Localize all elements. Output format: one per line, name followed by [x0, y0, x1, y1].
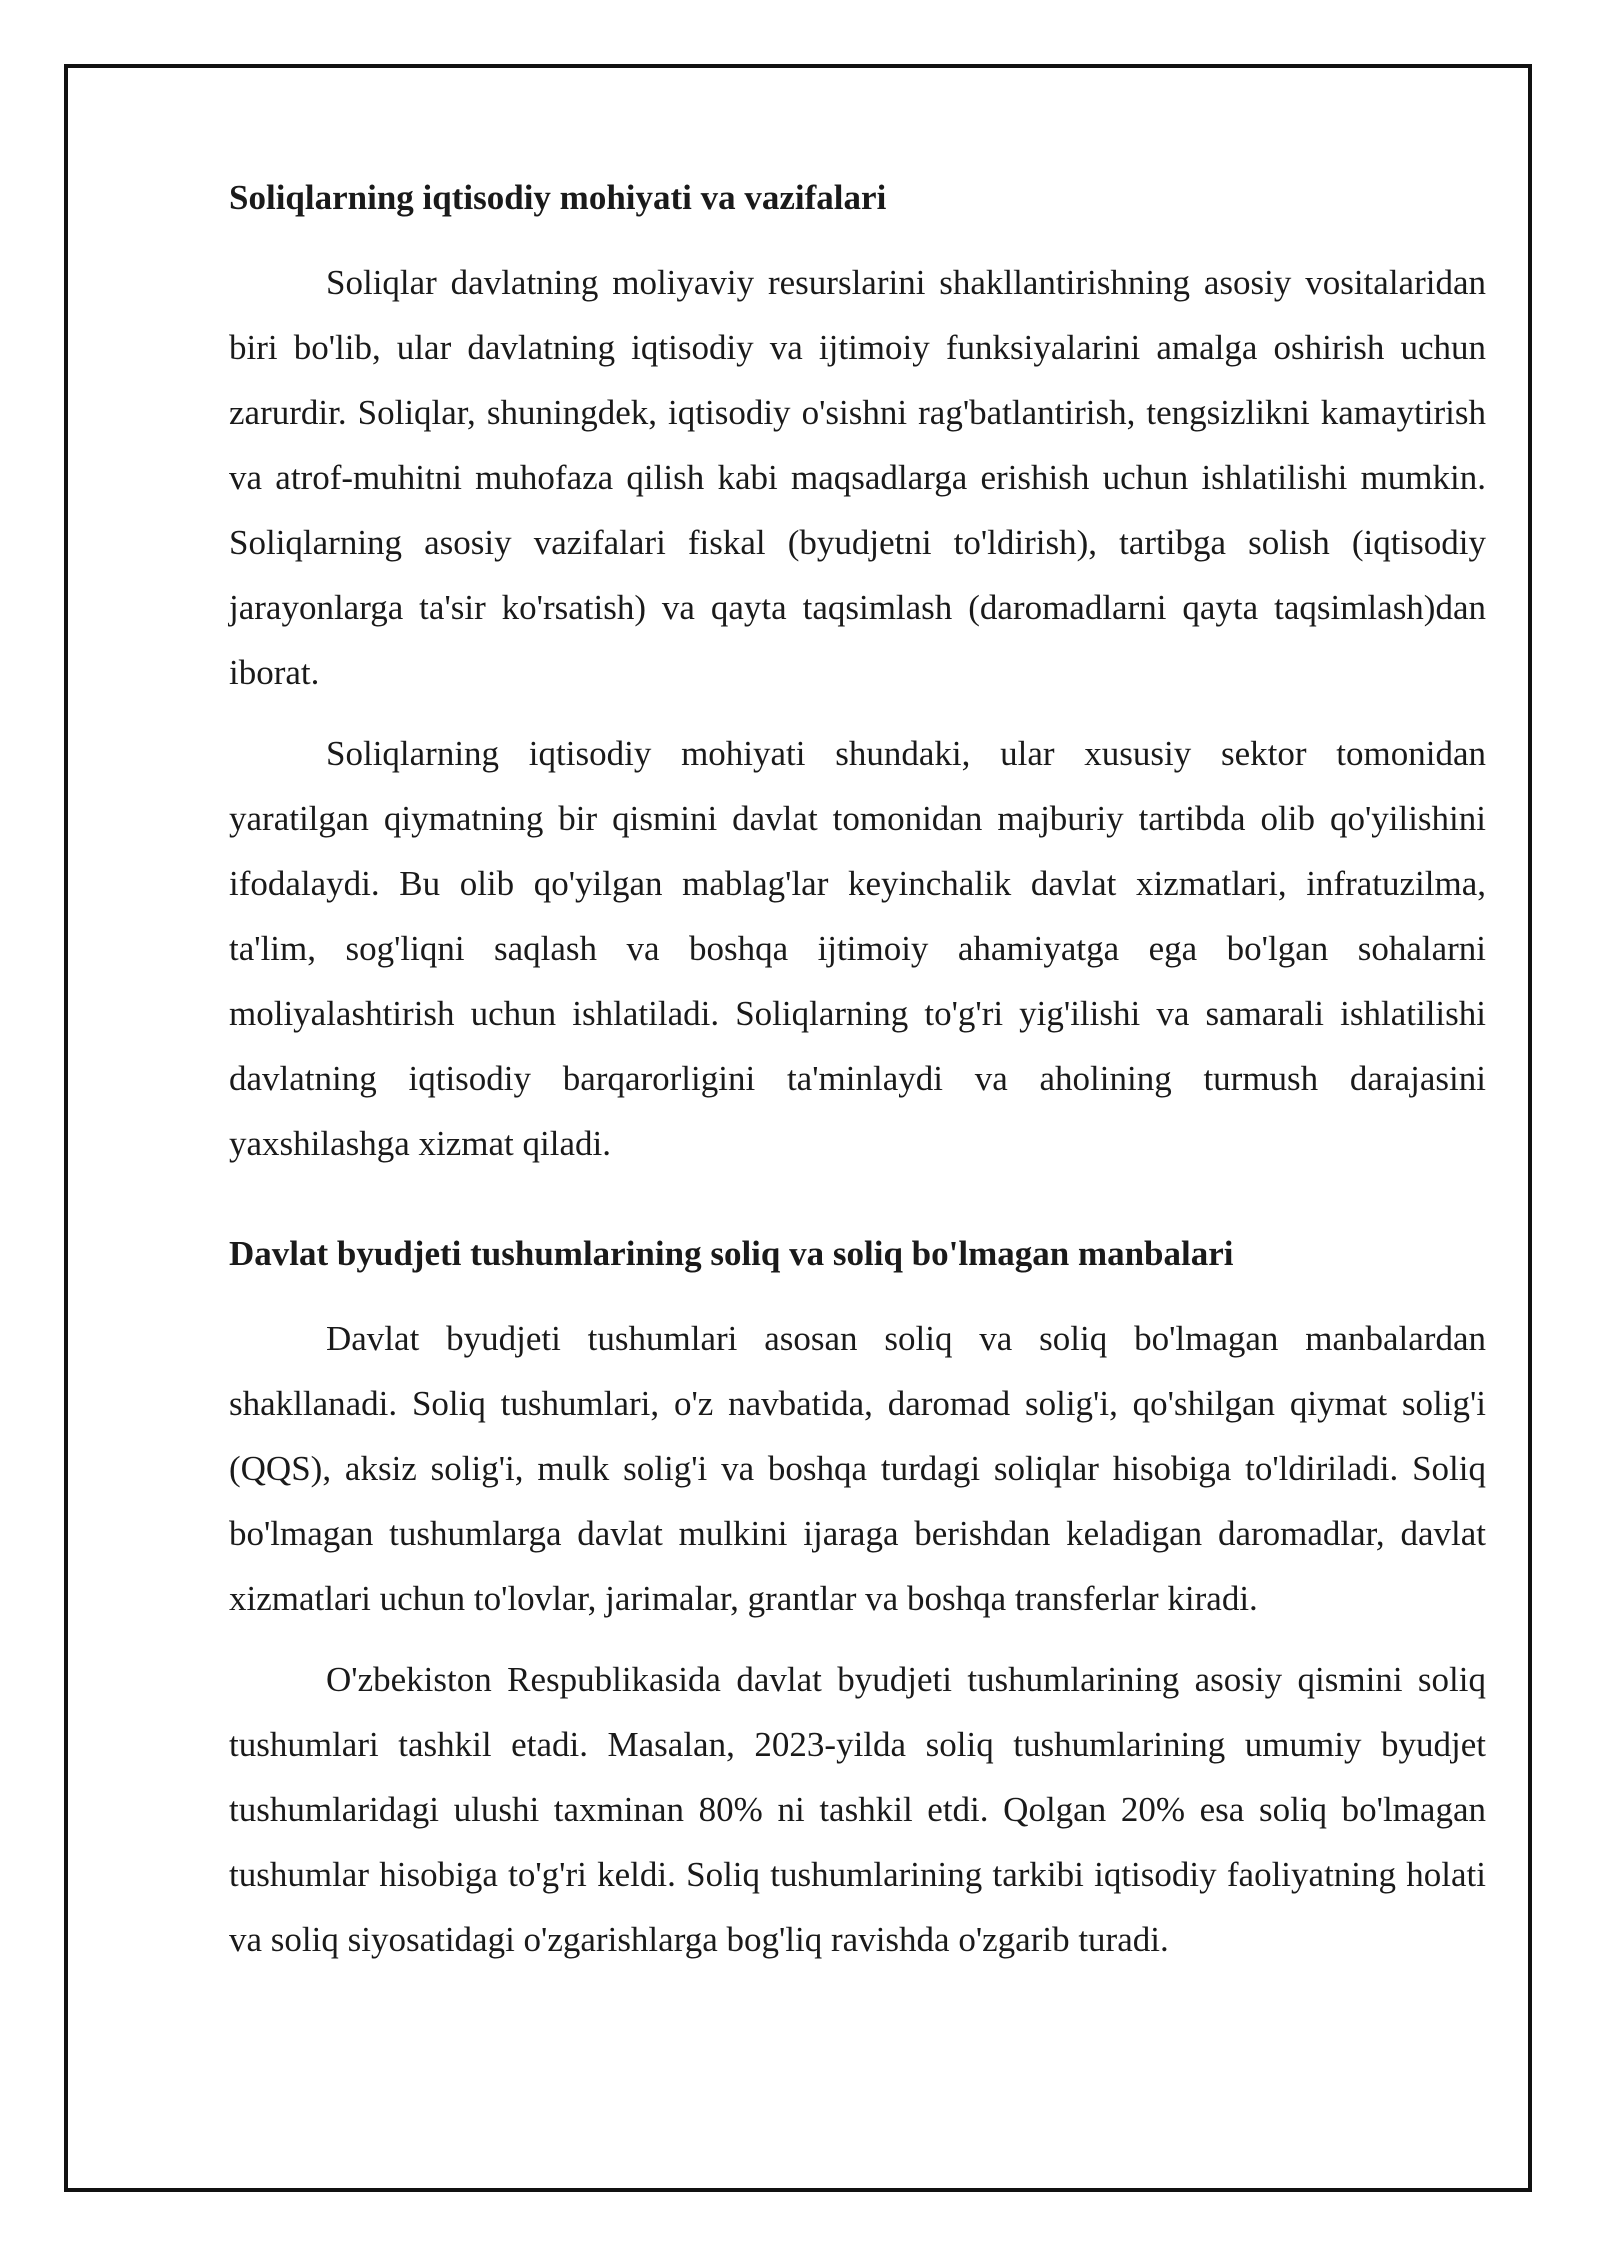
- paragraph: Soliqlarning iqtisodiy mohiyati shundaki, ular xususiy sektor tomonidan yaratilgan qiymatning bir qismini davlat tomonidan majburiy tartibda olib qo'yilishini ifodalaydi. Bu olib qo'yilgan mablag'lar keyinchalik davlat xizmatlari, infratuzilma, ta'lim, sog'liqni saqlash va boshqa ijtimoiy ahamiyatga ega bo'lgan sohalarni moliyalashtirish uchun ishlatiladi. Soliqlarning to'g'ri yig'ilishi va samarali ishlatilishi davlatning iqtisodiy barqarorligini ta'minlaydi va aholining turmush darajasini yaxshilashga xizmat qiladi.: [229, 734, 1486, 1163]
- section-spacer: [229, 1192, 1486, 1224]
- document-body: [229, 168, 1486, 1988]
- section-heading: Davlat byudjeti tushumlarining soliq va soliq bo'lmagan manbalari: [229, 1234, 1234, 1273]
- section-heading: Soliqlarning iqtisodiy mohiyati va vazifalari: [229, 178, 887, 217]
- paragraph: O'zbekiston Respublikasida davlat byudjeti tushumlarining asosiy qismini soliq tushumlari tashkil etadi. Masalan, 2023-yilda soliq tushumlarining umumiy byudjet tushumlaridagi ulushi taxminan 80% ni tashkil etdi. Qolgan 20% esa soliq bo'lmagan tushumlar hisobiga to'g'ri keldi. Soliq tushumlarining tarkibi iqtisodiy faoliyatning holati va soliq siyosatidagi o'zgarishlarga bog'liq ravishda o'zgarib turadi.: [229, 1660, 1486, 1959]
- paragraph: Soliqlar davlatning moliyaviy resurslarini shakllantirishning asosiy vositalaridan biri bo'lib, ular davlatning iqtisodiy va ijtimoiy funksiyalarini amalga oshirish uchun zarurdir. Soliqlar, shuningdek, iqtisodiy o'sishni rag'batlantirish, tengsizlikni kamaytirish va atrof-muhitni muhofaza qilish kabi maqsadlarga erishish uchun ishlatilishi mumkin. Soliqlarning asosiy vazifalari fiskal (byudjetni to'ldirish), tartibga solish (iqtisodiy jarayonlarga ta'sir ko'rsatish) va qayta taqsimlash (daromadlarni qayta taqsimlash)dan iborat.: [229, 263, 1486, 692]
- paragraph: Davlat byudjeti tushumlari asosan soliq va soliq bo'lmagan manbalardan shakllanadi. Soliq tushumlari, o'z navbatida, daromad solig'i, qo'shilgan qiymat solig'i (QQS), aksiz solig'i, mulk solig'i va boshqa turdagi soliqlar hisobiga to'ldiriladi. Soliq bo'lmagan tushumlarga davlat mulkini ijaraga berishdan keladigan daromadlar, davlat xizmatlari uchun to'lovlar, jarimalar, grantlar va boshqa transferlar kiradi.: [229, 1319, 1486, 1618]
